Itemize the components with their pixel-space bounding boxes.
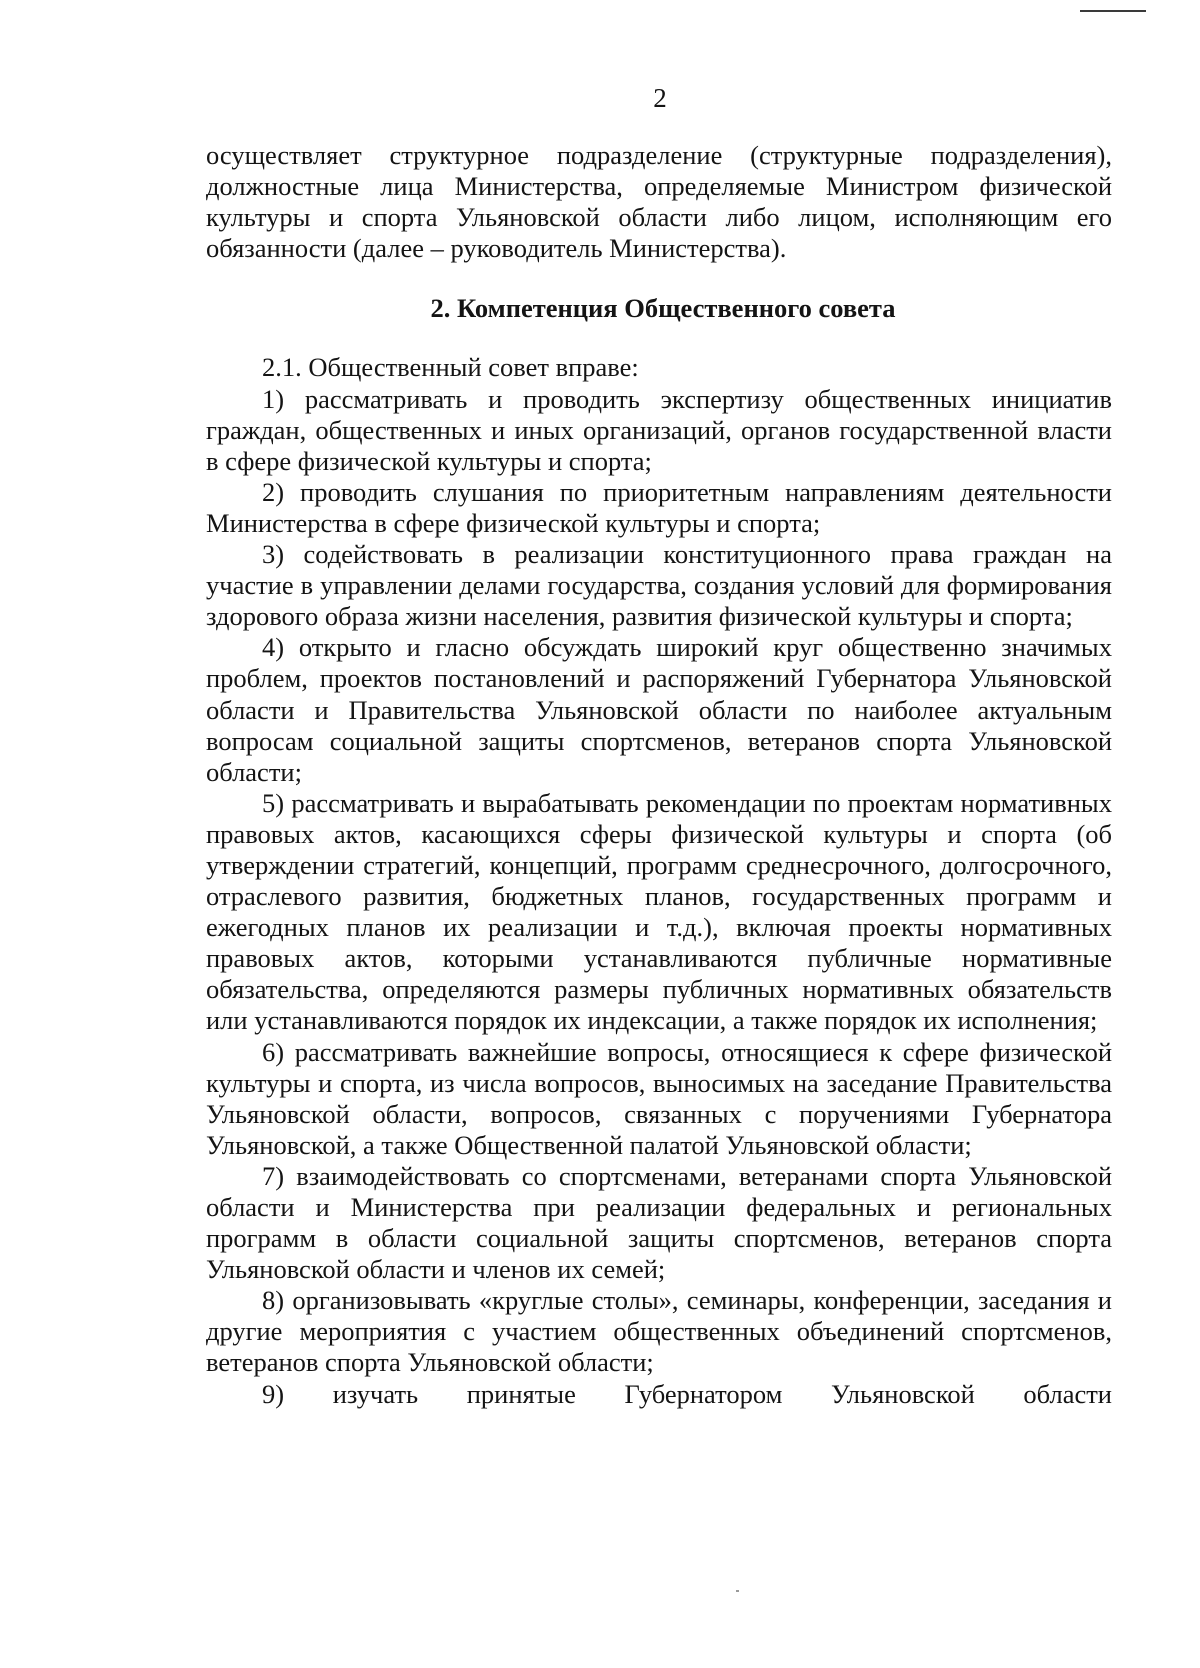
page-number: 2 xyxy=(653,83,667,113)
section-lead: 2.1. Общественный совет вправе: xyxy=(262,352,639,383)
list-item: 2) проводить слушания по приоритетным направлениям деятельности Министерства в сфере физической культуры и спорта; xyxy=(206,476,1112,538)
list-item: 9) изучать принятые Губернатором Ульяновской области xyxy=(262,1378,1112,1409)
intro-paragraph: осуществляет структурное подразделение (структурные подразделения), должностные лица Министерства, определяемые Министром физической культуры и спорта Ульяновской области либо лицом, исполняющим его обязанности (далее – руководитель Министерства). xyxy=(206,140,1112,264)
section-heading: 2. Компетенция Общественного совета xyxy=(430,293,896,324)
document-body xyxy=(206,140,1112,1410)
list-item: 5) рассматривать и вырабатывать рекомендации по проектам нормативных правовых актов, касающихся сферы физической культуры и спорта (об утверждении стратегий, концепций, программ среднесрочного, долгосрочного, отраслевого развития, бюджетных планов, государственных программ и ежегодных планов их реализации и т.д.), включая проекты нормативных правовых актов, которыми устанавливаются публичные нормативные обязательства, определяются размеры публичных нормативных обязательств или устанавливаются порядок их индексации, а также порядок их исполнения; xyxy=(206,787,1112,1036)
list-item: 3) содействовать в реализации конституционного права граждан на участие в управлении делами государства, создания условий для формирования здорового образа жизни населения, развития физической культуры и спорта; xyxy=(206,539,1112,632)
scan-speck xyxy=(736,1590,739,1592)
list-item: 7) взаимодействовать со спортсменами, ветеранами спорта Ульяновской области и Министерства при реализации федеральных и региональных программ в области социальной защиты спортсменов, ветеранов спорта Ульяновской области и членов их семей; xyxy=(206,1160,1112,1285)
list-item: 8) организовывать «круглые столы», семинары, конференции, заседания и другие мероприятия с участием общественных объединений спортсменов, ветеранов спорта Ульяновской области; xyxy=(206,1285,1112,1378)
list-item: 6) рассматривать важнейшие вопросы, относящиеся к сфере физической культуры и спорта, из числа вопросов, выносимых на заседание Правительства Ульяновской области, вопросов, связанных с поручениями Губернатора Ульяновской, а также Общественной палатой Ульяновской области; xyxy=(206,1036,1112,1160)
list-item: 4) открыто и гласно обсуждать широкий круг общественно значимых проблем, проектов постановлений и распоряжений Губернатора Ульяновской области и Правительства Ульяновской области по наиболее актуальным вопросам социальной защиты спортсменов, ветеранов спорта Ульяновской области; xyxy=(206,632,1112,787)
list-item: 1) рассматривать и проводить экспертизу общественных инициатив граждан, общественных и иных организаций, органов государственной власти в сфере физической культуры и спорта; xyxy=(206,383,1112,476)
top-margin-rule xyxy=(1080,10,1146,12)
